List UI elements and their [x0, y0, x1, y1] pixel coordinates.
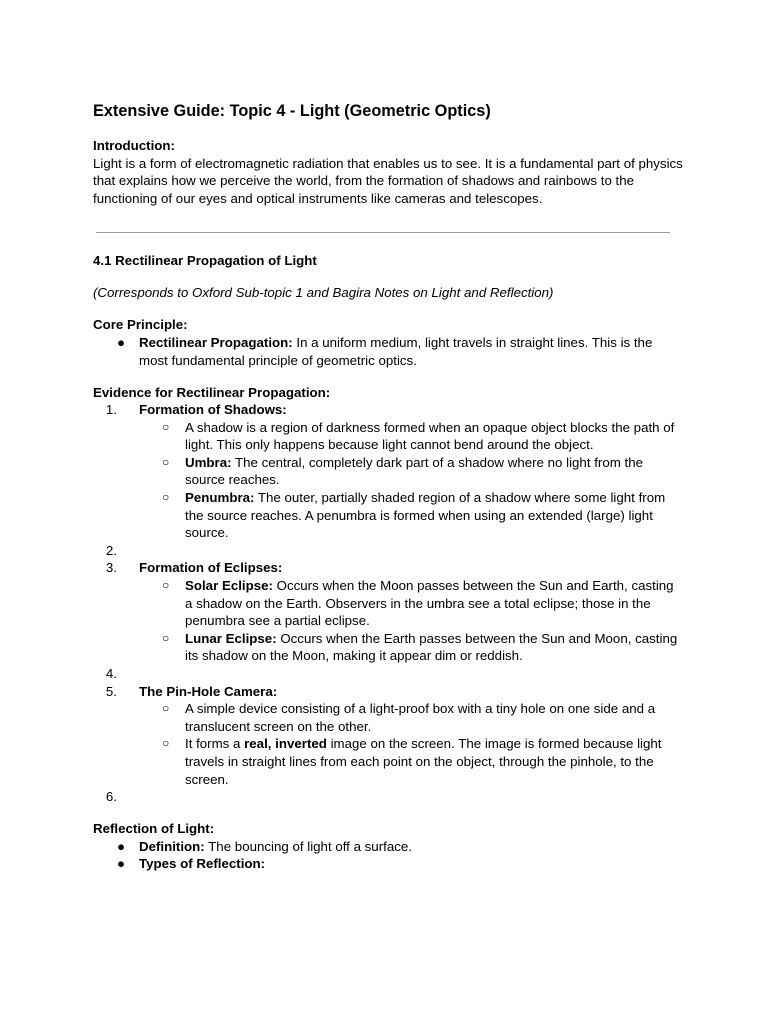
list-number: 6. — [105, 789, 117, 805]
list-item — [93, 489, 683, 542]
circle-bullet-icon: ○ — [162, 490, 170, 505]
sub-text: A simple device consisting of a light-proof box with a tiny hole on one side and a translucent screen on the other. — [185, 701, 656, 734]
list-number: 4. — [105, 666, 117, 682]
sub-term: Lunar Eclipse: — [185, 630, 277, 646]
sub-term: Umbra: — [185, 454, 232, 470]
list-item — [93, 577, 683, 630]
intro-label: Introduction: — [93, 138, 175, 153]
page-title: Extensive Guide: Topic 4 - Light (Geometric Optics) — [93, 102, 491, 120]
sub-list — [139, 577, 683, 665]
list-item — [93, 559, 683, 665]
list-item — [93, 788, 683, 806]
list-item — [93, 630, 683, 665]
list-number: 1. — [105, 402, 117, 418]
sub-text: Occurs when the Moon passes between the Sun and Earth, casting a shadow on the Earth. Observers in the umbra see a total eclipse; those in the penumbra see a partial eclipse. — [185, 578, 674, 629]
circle-bullet-icon: ○ — [162, 578, 170, 593]
sub-text: The central, completely dark part of a shadow where no light from the source reaches. — [185, 454, 643, 488]
item-title: The Pin-Hole Camera: — [139, 683, 278, 699]
list-item — [93, 735, 683, 788]
circle-bullet-icon: ○ — [162, 701, 170, 716]
bullet-term: Types of Reflection: — [139, 856, 266, 872]
bullet-text: The bouncing of light off a surface. — [204, 838, 412, 854]
sub-text: It forms a — [185, 736, 245, 752]
sub-text: A shadow is a region of darkness formed when an opaque object blocks the path of light. This only happens because light cannot bend around the object. — [185, 419, 675, 453]
list-item — [93, 334, 683, 369]
sub-text: Occurs when the Earth passes between the Sun and Moon, casting its shadow on the Moon, making it appear dim or reddish. — [185, 630, 678, 664]
reflection-list — [93, 838, 683, 873]
sub-text: The outer, partially shaded region of a shadow where some light from the source reaches. A penumbra is formed when using an extended (large) light source. — [185, 490, 666, 541]
section-note: (Corresponds to Oxford Sub-topic 1 and Bagira Notes on Light and Reflection) — [93, 285, 554, 301]
sub-text: image on the screen. The image is formed because light travels in straight lines from each point on the object, through the pinhole, to the screen. — [185, 736, 662, 787]
list-number: 5. — [105, 683, 117, 699]
sub-list — [139, 419, 683, 542]
item-title: Formation of Shadows: — [139, 402, 287, 418]
bullet-term: Definition: — [139, 838, 205, 854]
core-principle-list — [93, 334, 683, 369]
list-item — [93, 700, 683, 735]
sub-term: Penumbra: — [185, 490, 255, 506]
bullet-icon: ● — [117, 334, 126, 350]
list-item — [93, 454, 683, 489]
list-item — [93, 542, 683, 560]
list-item — [93, 683, 683, 789]
evidence-label: Evidence for Rectilinear Propagation: — [93, 384, 331, 400]
circle-bullet-icon: ○ — [162, 419, 170, 434]
list-item — [93, 855, 683, 873]
list-item — [93, 401, 683, 542]
intro-text: Light is a form of electromagnetic radiation that enables us to see. It is a fundamental part of physics that explains how we perceive the world, from the formation of shadows and rainbows to the functioning of our eyes and optical instruments like cameras and telescopes. — [93, 155, 683, 206]
list-number: 3. — [105, 560, 117, 576]
list-item — [93, 419, 683, 454]
horizontal-divider — [96, 232, 670, 233]
bullet-term: Rectilinear Propagation: — [139, 334, 293, 350]
circle-bullet-icon: ○ — [162, 736, 170, 751]
reflection-label: Reflection of Light: — [93, 821, 215, 837]
core-principle-label: Core Principle: — [93, 317, 188, 333]
bullet-icon: ● — [117, 838, 126, 854]
list-item — [93, 665, 683, 683]
list-item — [93, 838, 683, 856]
bullet-text: In a uniform medium, light travels in straight lines. This is the most fundamental principle of geometric optics. — [139, 334, 653, 368]
sub-term: Solar Eclipse: — [185, 578, 273, 594]
evidence-list — [93, 401, 683, 806]
document-page — [93, 100, 683, 873]
bullet-icon: ● — [117, 856, 126, 872]
circle-bullet-icon: ○ — [162, 630, 170, 645]
list-number: 2. — [105, 542, 117, 558]
item-title: Formation of Eclipses: — [139, 560, 283, 576]
sub-term: real, inverted — [244, 736, 327, 752]
sub-list — [139, 700, 683, 788]
circle-bullet-icon: ○ — [162, 454, 170, 469]
section-title: 4.1 Rectilinear Propagation of Light — [93, 253, 317, 269]
